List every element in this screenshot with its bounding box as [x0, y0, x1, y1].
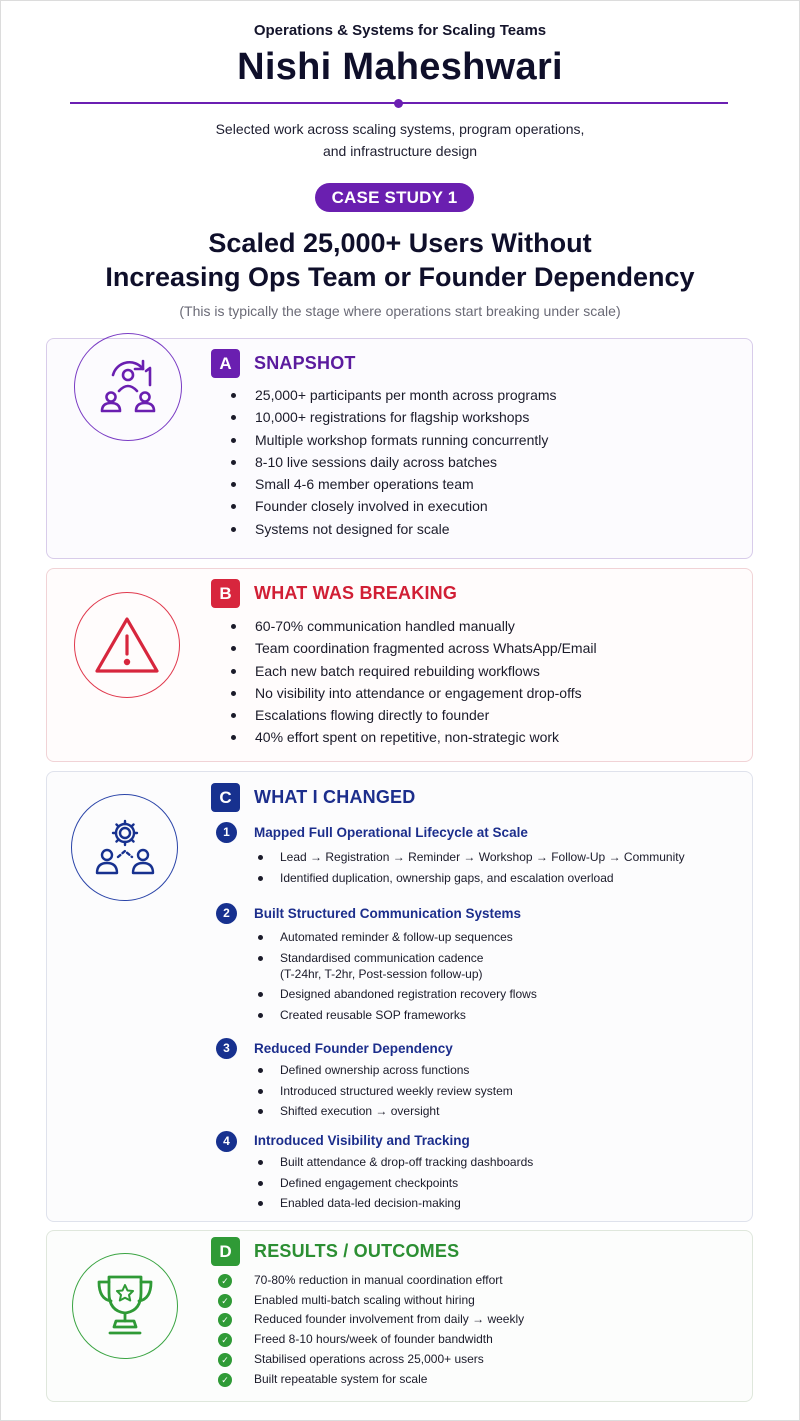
section-letter-d: D: [211, 1237, 240, 1266]
list-item: 60-70% communication handled manually: [227, 615, 597, 637]
list-item: [218, 1350, 524, 1370]
list-item: [218, 1370, 524, 1390]
results-title: RESULTS / OUTCOMES: [254, 1241, 460, 1261]
check-icon: ✓: [218, 1274, 232, 1288]
headline-line-1: Scaled 25,000+ Users Without: [208, 228, 592, 258]
list-item: Created reusable SOP frameworks: [254, 1007, 537, 1023]
list-item: 8-10 live sessions daily across batches: [227, 451, 557, 473]
case-study-badge: CASE STUDY 1: [315, 183, 474, 212]
list-item: [218, 1271, 524, 1291]
results-list: [218, 1271, 524, 1389]
step-title: Introduced Visibility and Tracking: [254, 1133, 470, 1148]
intro-line-1: Selected work across scaling systems, program operations,: [215, 121, 585, 137]
warning-icon: [74, 592, 180, 698]
list-item: Defined ownership across functions: [254, 1062, 513, 1078]
result-text: Freed 8-10 hours/week of founder bandwidth: [254, 1332, 493, 1347]
trophy-icon: [72, 1253, 178, 1359]
context-note: (This is typically the stage where operations start breaking under scale): [179, 303, 621, 319]
list-item: Introduced structured weekly review system: [254, 1083, 513, 1099]
list-item: Multiple workshop formats running concurrently: [227, 429, 557, 451]
step-number: 4: [216, 1131, 237, 1152]
intro-text: [150, 118, 650, 162]
list-item: No visibility into attendance or engagement drop-offs: [227, 682, 597, 704]
check-icon: ✓: [218, 1353, 232, 1367]
step-title: Reduced Founder Dependency: [254, 1041, 453, 1056]
list-item: [218, 1330, 524, 1350]
step-2-list: [254, 929, 537, 1027]
check-icon: ✓: [218, 1313, 232, 1327]
snapshot-list: [227, 384, 557, 540]
list-item: Enabled data-led decision-making: [254, 1195, 533, 1211]
list-item: Lead → Registration → Reminder → Workshop → Follow-Up → Community: [254, 849, 685, 865]
step-title: Built Structured Communication Systems: [254, 906, 522, 921]
list-item-continuation: (T-24hr, T-2hr, Post-session follow-up): [280, 966, 483, 981]
case-study-headline: [40, 226, 760, 294]
list-item: Small 4-6 member operations team: [227, 473, 557, 495]
list-item: Standardised communication cadence: [254, 950, 537, 966]
list-item: 10,000+ registrations for flagship workshops: [227, 406, 557, 428]
section-letter-b: B: [211, 579, 240, 608]
list-item: Founder closely involved in execution: [227, 495, 557, 517]
list-item: Team coordination fragmented across WhatsApp/Email: [227, 637, 597, 659]
gear-team-icon: [71, 794, 178, 901]
breaking-title: WHAT WAS BREAKING: [254, 583, 458, 603]
step-number: 3: [216, 1038, 237, 1059]
result-text: Reduced founder involvement from daily → weekly: [254, 1312, 525, 1327]
step-number: 1: [216, 822, 237, 843]
team-cycle-icon: [74, 332, 182, 440]
divider-dot: [394, 99, 403, 108]
list-item: Built attendance & drop-off tracking dashboards: [254, 1154, 533, 1170]
snapshot-title: SNAPSHOT: [254, 353, 356, 373]
intro-line-2: and infrastructure design: [322, 143, 478, 159]
check-icon: ✓: [218, 1333, 232, 1347]
breaking-list: [227, 615, 597, 749]
list-item: [218, 1310, 524, 1330]
step-1-list: [254, 849, 685, 890]
step-4-list: [254, 1154, 533, 1216]
list-item: [218, 1291, 524, 1311]
headline-line-2: Increasing Ops Team or Founder Dependency: [105, 262, 695, 292]
list-item: Defined engagement checkpoints: [254, 1175, 533, 1191]
result-text: Built repeatable system for scale: [254, 1371, 428, 1386]
list-item: 25,000+ participants per month across programs: [227, 384, 557, 406]
check-icon: ✓: [218, 1294, 232, 1308]
list-item: 40% effort spent on repetitive, non-strategic work: [227, 726, 597, 748]
result-text: Enabled multi-batch scaling without hiring: [254, 1292, 475, 1307]
author-name: Nishi Maheshwari: [237, 46, 563, 88]
result-text: Stabilised operations across 25,000+ users: [254, 1351, 484, 1366]
result-text: 70-80% reduction in manual coordination effort: [254, 1273, 503, 1287]
list-item: Designed abandoned registration recovery flows: [254, 986, 537, 1002]
section-letter-c: C: [211, 783, 240, 812]
check-icon: ✓: [218, 1373, 232, 1387]
eyebrow-title: Operations & Systems for Scaling Teams: [253, 22, 547, 39]
list-item: Systems not designed for scale: [227, 518, 557, 540]
step-title: Mapped Full Operational Lifecycle at Scale: [254, 825, 528, 840]
step-3-list: [254, 1062, 513, 1124]
list-item: Automated reminder & follow-up sequences: [254, 929, 537, 945]
section-letter-a: A: [211, 349, 240, 378]
list-item: Shifted execution → oversight: [254, 1103, 513, 1119]
list-item: Escalations flowing directly to founder: [227, 704, 597, 726]
changed-title: WHAT I CHANGED: [254, 787, 416, 807]
list-item: Identified duplication, ownership gaps, and escalation overload: [254, 870, 685, 886]
list-item: Each new batch required rebuilding workflows: [227, 660, 597, 682]
step-number: 2: [216, 903, 237, 924]
